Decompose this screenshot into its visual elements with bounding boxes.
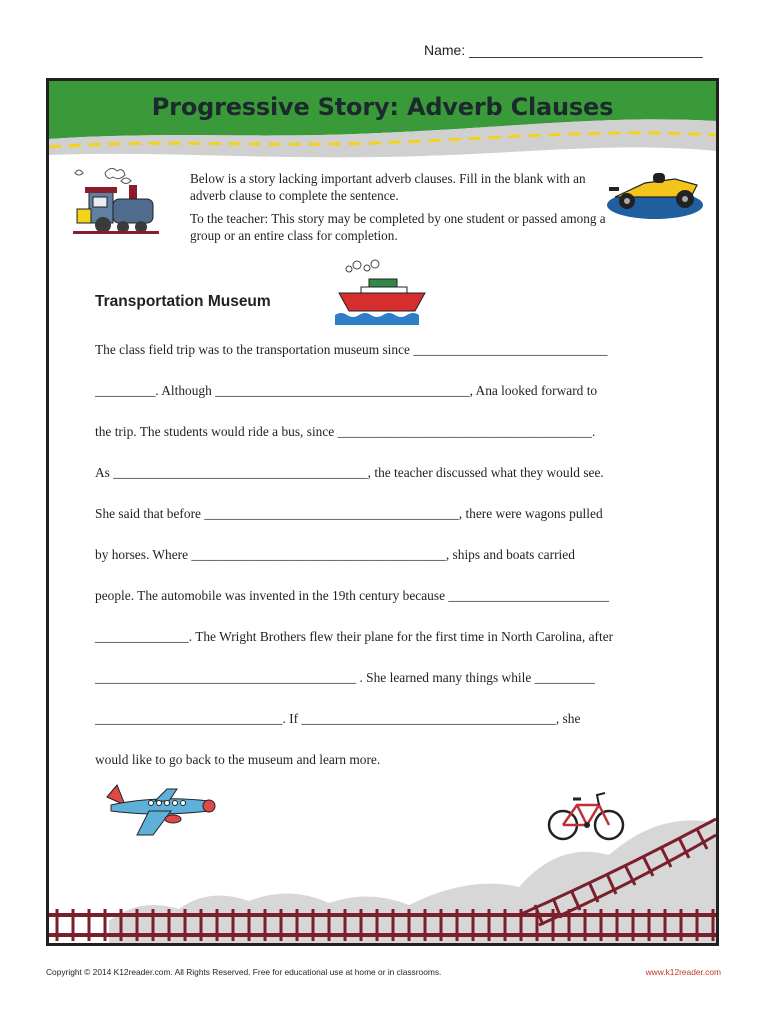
race-car-icon	[605, 165, 705, 223]
worksheet-frame	[46, 78, 719, 946]
instructions-text: Below is a story lacking important adverb clauses. Fill in the blank with an adverb clause to complete the sentence.	[190, 171, 586, 203]
story-line[interactable]: _________. Although ______________________________________, Ana looked forward to	[95, 383, 598, 398]
boat-icon	[335, 259, 427, 325]
story-line[interactable]: people. The automobile was invented in the 19th century because ________________________	[95, 588, 610, 603]
story-line[interactable]: by horses. Where ______________________________________, ships and boats carried	[95, 547, 575, 562]
instructions	[190, 170, 610, 250]
story-line[interactable]: ______________. The Wright Brothers flew their plane for the first time in North Carolina, after	[95, 629, 614, 644]
copyright-text: Copyright © 2014 K12reader.com. All Rights Reserved. Free for educational use at home or in classrooms.	[46, 967, 442, 977]
teacher-note: To the teacher: This story may be completed by one student or passed among a group or an entire class for completion.	[190, 211, 606, 243]
bicycle-icon	[547, 783, 627, 843]
story-title: Transportation Museum	[95, 293, 271, 310]
story-line[interactable]: The class field trip was to the transportation museum since _____________________________	[95, 342, 608, 357]
train-icon	[73, 165, 159, 239]
website-link[interactable]: www.k12reader.com	[645, 967, 721, 977]
name-field[interactable]: Name: ______________________________	[424, 42, 703, 58]
story-line[interactable]: the trip. The students would ride a bus, since ______________________________________.	[95, 424, 596, 439]
story-line[interactable]: As ______________________________________, the teacher discussed what they would see.	[95, 465, 604, 480]
story-line: would like to go back to the museum and learn more.	[95, 752, 381, 767]
story-body	[95, 329, 670, 780]
page-title: Progressive Story: Adverb Clauses	[151, 93, 614, 121]
story-line[interactable]: _______________________________________ . She learned many things while _________	[95, 670, 595, 685]
story-line[interactable]: She said that before ______________________________________, there were wagons pulled	[95, 506, 603, 521]
story-line[interactable]: ____________________________. If ______________________________________, she	[95, 711, 581, 726]
